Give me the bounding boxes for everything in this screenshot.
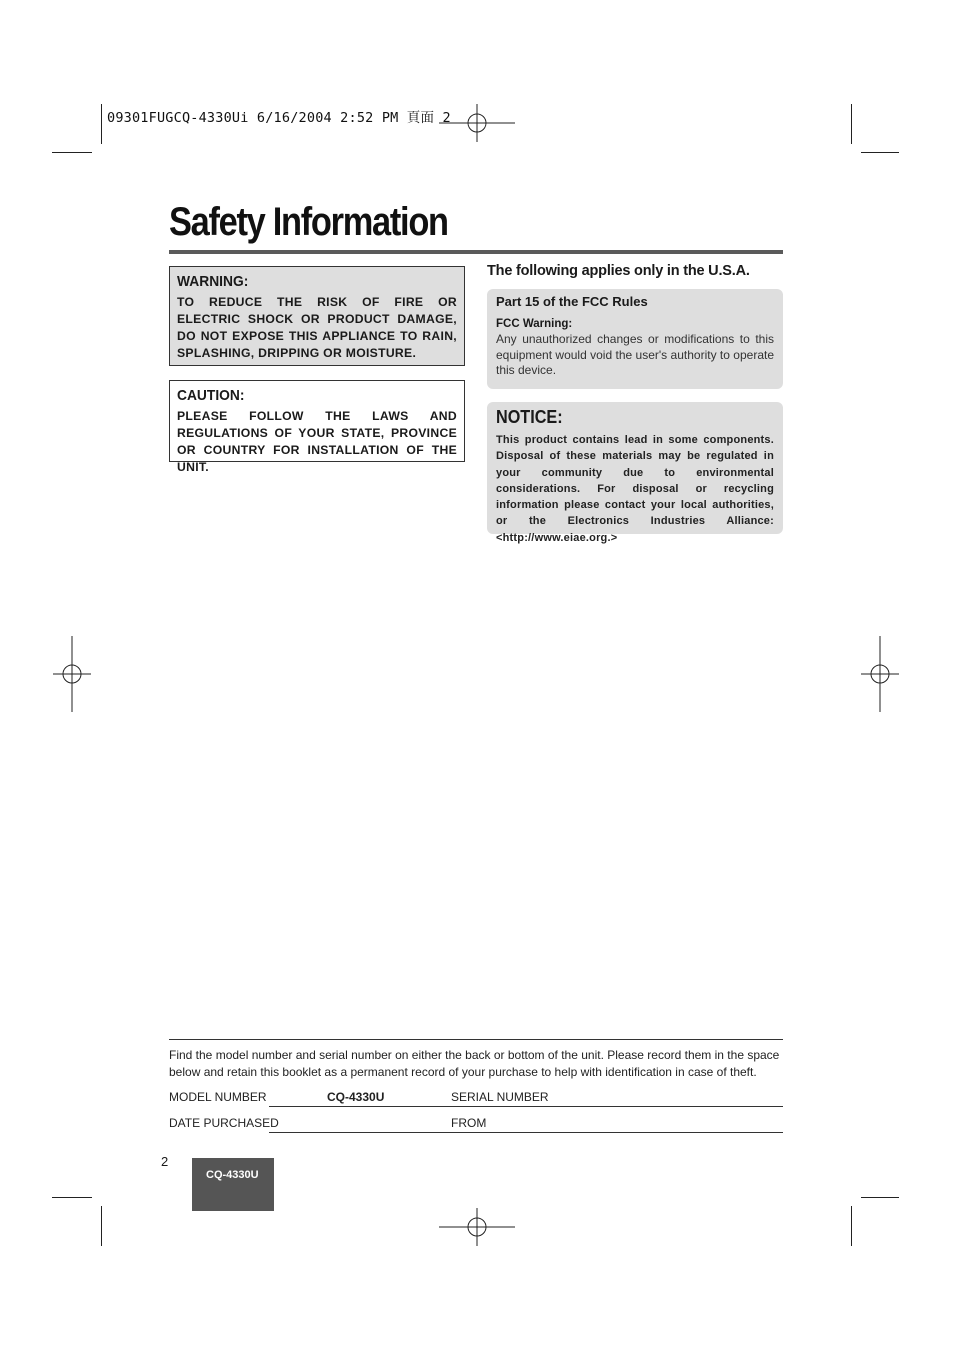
fcc-text: Any unauthorized changes or modifications to this equipment would void the user's authority to operate this device.	[496, 332, 774, 377]
date-purchased-label: DATE PURCHASED	[169, 1116, 279, 1130]
usa-heading: The following applies only in the U.S.A.	[487, 263, 750, 279]
registration-mark-icon	[53, 636, 91, 712]
warning-box	[169, 266, 465, 366]
warning-heading: WARNING:	[177, 273, 249, 290]
crop-mark	[52, 152, 92, 153]
model-number-label: MODEL NUMBER	[169, 1090, 267, 1104]
crop-mark	[851, 104, 852, 144]
fcc-title: Part 15 of the FCC Rules	[496, 294, 648, 309]
crop-mark	[851, 1206, 852, 1246]
notice-text: This product contains lead in some components. Disposal of these materials may be regulated in your community due to environmental considerations. For disposal or recycling information please contact your local authorities, or the Electronics Industries Alliance: <http://www.eiae.org.>	[496, 434, 774, 544]
date-purchased-line	[269, 1132, 783, 1133]
warning-text: TO REDUCE THE RISK OF FIRE OR ELECTRIC SHOCK OR PRODUCT DAMAGE, DO NOT EXPOSE THIS APPLIANCE TO RAIN, SPLASHING, DRIPPING OR MOISTURE.	[177, 295, 457, 360]
model-tab: CQ-4330U	[192, 1158, 274, 1211]
record-instructions: Find the model number and serial number on either the back or bottom of the unit. Please record them in the space below and retain this booklet as a permanent record of your purchase to help with identification in case of theft.	[169, 1048, 780, 1079]
notice-heading: NOTICE:	[496, 407, 563, 427]
record-divider	[169, 1039, 783, 1040]
registration-mark-icon	[861, 636, 899, 712]
crop-mark	[101, 104, 102, 144]
model-number-value: CQ-4330U	[327, 1090, 385, 1104]
page-title: Safety Information	[169, 200, 448, 244]
crop-mark	[861, 152, 899, 153]
caution-heading: CAUTION:	[177, 387, 245, 404]
serial-number-label: SERIAL NUMBER	[451, 1090, 549, 1104]
print-header: 09301FUGCQ-4330Ui 6/16/2004 2:52 PM 頁面 2	[107, 110, 451, 126]
page-number: 2	[161, 1154, 169, 1169]
fcc-panel	[487, 289, 783, 389]
fcc-subheading: FCC Warning:	[496, 318, 573, 330]
title-rule	[169, 250, 783, 254]
crop-mark	[861, 1197, 899, 1198]
notice-panel	[487, 402, 783, 544]
caution-text: PLEASE FOLLOW THE LAWS AND REGULATIONS OF YOUR STATE, PROVINCE OR COUNTRY FOR INSTALLATION OF THE UNIT.	[177, 409, 457, 474]
crop-mark	[101, 1206, 102, 1246]
crop-mark	[52, 1197, 92, 1198]
model-number-line	[269, 1106, 783, 1107]
caution-box	[169, 380, 465, 474]
registration-mark-icon	[439, 1208, 515, 1246]
from-label: FROM	[451, 1116, 487, 1130]
